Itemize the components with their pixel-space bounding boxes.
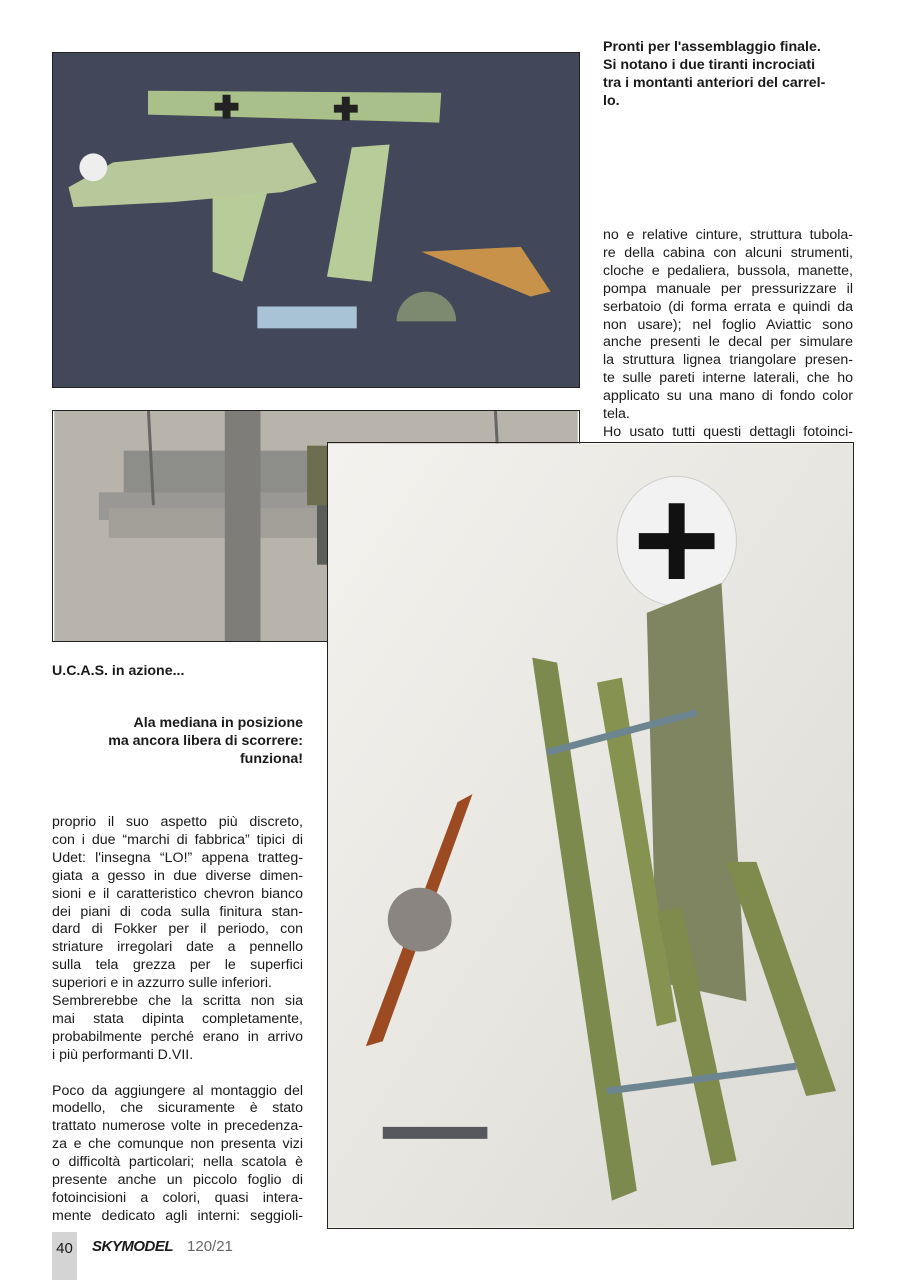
- footer-masthead: [92, 1238, 233, 1255]
- caption-line: ma ancora libera di scorrere:: [108, 733, 303, 749]
- photo-ucas-in-action: [327, 442, 854, 1229]
- text-line: za e che comunque non presenta vizi: [52, 1136, 303, 1153]
- photo-ucas-image: [328, 443, 853, 1228]
- text-line: superiori e in azzurro sulle inferiori.: [52, 975, 272, 992]
- text-line: dard di Fokker per il periodo, con: [52, 921, 303, 938]
- text-line: mai stata dipinta completamente,: [52, 1010, 303, 1027]
- text-line: anche presenti le decal per simulare: [603, 334, 853, 351]
- text-line: trattato numerose volte in precedenza-: [52, 1118, 303, 1135]
- text-line: i più performanti D.VII.: [52, 1046, 194, 1063]
- caption-line: tra i montanti anteriori del carrel-: [603, 75, 826, 91]
- text-line: Udet: l'insegna “LO!” appena tratteg-: [52, 849, 303, 866]
- text-line: no e relative cinture, struttura tubola-: [603, 227, 853, 243]
- text-line: Poco da aggiungere al montaggio del: [52, 1082, 303, 1099]
- caption-assembly: [603, 38, 858, 110]
- magazine-logo: SKYMODEL: [92, 1238, 174, 1255]
- text-line: pompa manuale per pressurizzare il: [603, 280, 853, 297]
- caption-line: Ala mediana in posizione: [133, 715, 303, 731]
- text-line: presente anche un piccolo foglio di: [52, 1172, 303, 1189]
- text-line: probabilmente perché erano in arrivo: [52, 1028, 303, 1045]
- paragraph-gap: [52, 1065, 303, 1083]
- text-line: o difficoltà particolari; nella scatola è: [52, 1154, 303, 1171]
- text-line: Sembrerebbe che la scritta non sia: [52, 993, 303, 1010]
- text-line: te sulle pareti interne laterali, che ho: [603, 370, 853, 387]
- left-column-text: [52, 814, 303, 1226]
- photo-parts-image: [53, 53, 579, 387]
- text-line: striature irregolari date a pennello: [52, 939, 303, 956]
- text-line: sioni e il caratteristico chevron bianco: [52, 885, 303, 902]
- caption-wing: [52, 714, 303, 768]
- caption-line: Si notano i due tiranti incrociati: [603, 57, 816, 73]
- caption-ucas: U.C.A.S. in azione...: [52, 663, 185, 679]
- text-line: giata a gesso in due diverse dimen-: [52, 867, 303, 884]
- text-line: serbatoio (di forma errata e quindi da: [603, 298, 853, 315]
- text-line: proprio il suo aspetto più discreto,: [52, 814, 303, 830]
- text-line: con i due “marchi di fabbrica” tipici di: [52, 831, 303, 848]
- photo-parts-ready: [52, 52, 580, 388]
- text-line: sulla tela grezza per le superfici: [52, 957, 303, 974]
- text-line: tela.: [603, 406, 630, 423]
- text-line: dei piani di coda sulla finitura stan-: [52, 903, 303, 920]
- text-line: cloche e pedaliera, bussola, manette,: [603, 262, 853, 279]
- text-line: applicato su una mano di fondo color: [603, 388, 853, 405]
- text-line: fotoincisioni a colori, quasi intera-: [52, 1190, 303, 1207]
- text-line: Ho usato tutti questi dettagli fotoinci-: [603, 423, 853, 440]
- text-line: non usare); nel foglio Aviattic sono: [603, 316, 853, 333]
- caption-line: lo.: [603, 93, 620, 109]
- text-line: re della cabina con alcuni strumenti,: [603, 244, 853, 261]
- text-line: mente dedicato agli interni: seggioli-: [52, 1207, 303, 1224]
- caption-line: funziona!: [239, 751, 303, 767]
- page-number: 40: [52, 1232, 77, 1280]
- text-line: modello, che sicuramente è stato: [52, 1100, 303, 1117]
- caption-line: Pronti per l'assemblaggio finale.: [603, 39, 821, 55]
- text-line: la struttura lignea triangolare presen-: [603, 352, 853, 369]
- right-column-text: [603, 227, 853, 442]
- issue-number: 120/21: [187, 1238, 233, 1255]
